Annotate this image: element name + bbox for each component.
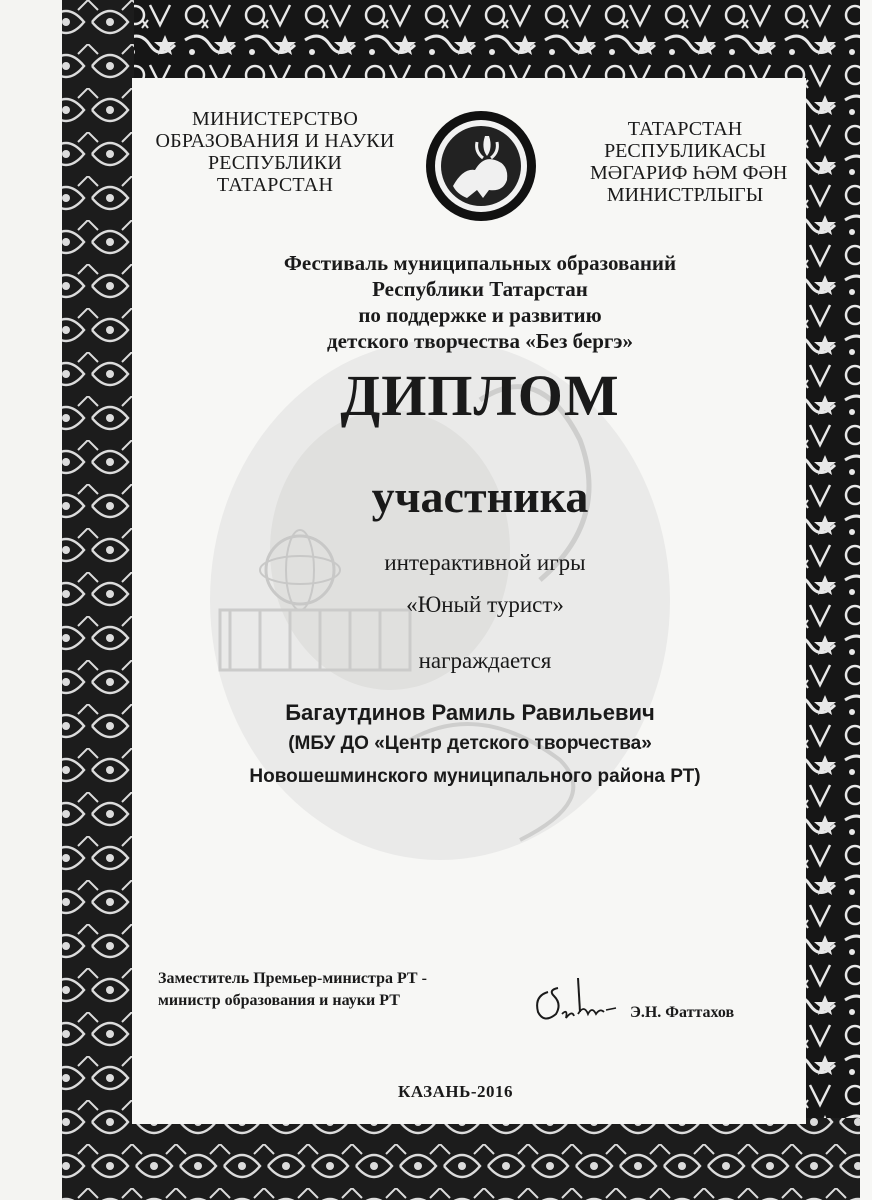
festival-line: Республики Татарстан <box>372 277 588 301</box>
recipient-organization-line: Новошешминского муниципального района РТ) <box>249 766 701 787</box>
recipient-name: Багаутдинов Рамиль Равильевич <box>285 700 655 725</box>
diploma-subtitle: участника <box>371 471 589 522</box>
ministry-line: МИНИСТЕРСТВО <box>192 108 358 130</box>
tatarstan-emblem-icon <box>423 108 539 224</box>
ministry-line: ТАТАРСТАН <box>627 118 743 140</box>
signatory-title-line: министр образования и науки РТ <box>158 992 400 1009</box>
game-type: интерактивной игры <box>384 550 586 575</box>
festival-line: по поддержке и развитию <box>358 303 602 327</box>
ministry-name-russian <box>150 108 400 196</box>
city-year: КАЗАНЬ-2016 <box>398 1082 514 1101</box>
signatory-title <box>158 968 518 1012</box>
festival-description <box>220 250 740 354</box>
ministry-line: РЕСПУБЛИКАСЫ <box>604 140 766 162</box>
diploma-title: ДИПЛОМ <box>340 363 620 428</box>
ministry-line: ОБРАЗОВАНИЯ И НАУКИ <box>155 130 395 152</box>
ministry-line: МИНИСТРЛЫГЫ <box>606 184 764 206</box>
ministry-line: РЕСПУБЛИКИ <box>207 152 343 174</box>
festival-line: детского творчества «Без бергэ» <box>327 329 633 353</box>
ministry-line: МӘГАРИФ ҺӘМ ФӘН <box>590 162 788 184</box>
signatory-name: Э.Н. Фаттахов <box>630 1004 735 1021</box>
ministry-line: ТАТАРСТАН <box>216 174 334 196</box>
signatory-title-line: Заместитель Премьер-министра РТ - <box>158 970 427 987</box>
handwritten-signature <box>528 974 620 1034</box>
awarded-label: награждается <box>418 648 552 673</box>
game-name: «Юный турист» <box>406 592 564 617</box>
ministry-name-tatar <box>590 118 788 206</box>
recipient-organization-line: (МБУ ДО «Центр детского творчества» <box>288 733 652 754</box>
festival-line: Фестиваль муниципальных образований <box>283 251 677 275</box>
